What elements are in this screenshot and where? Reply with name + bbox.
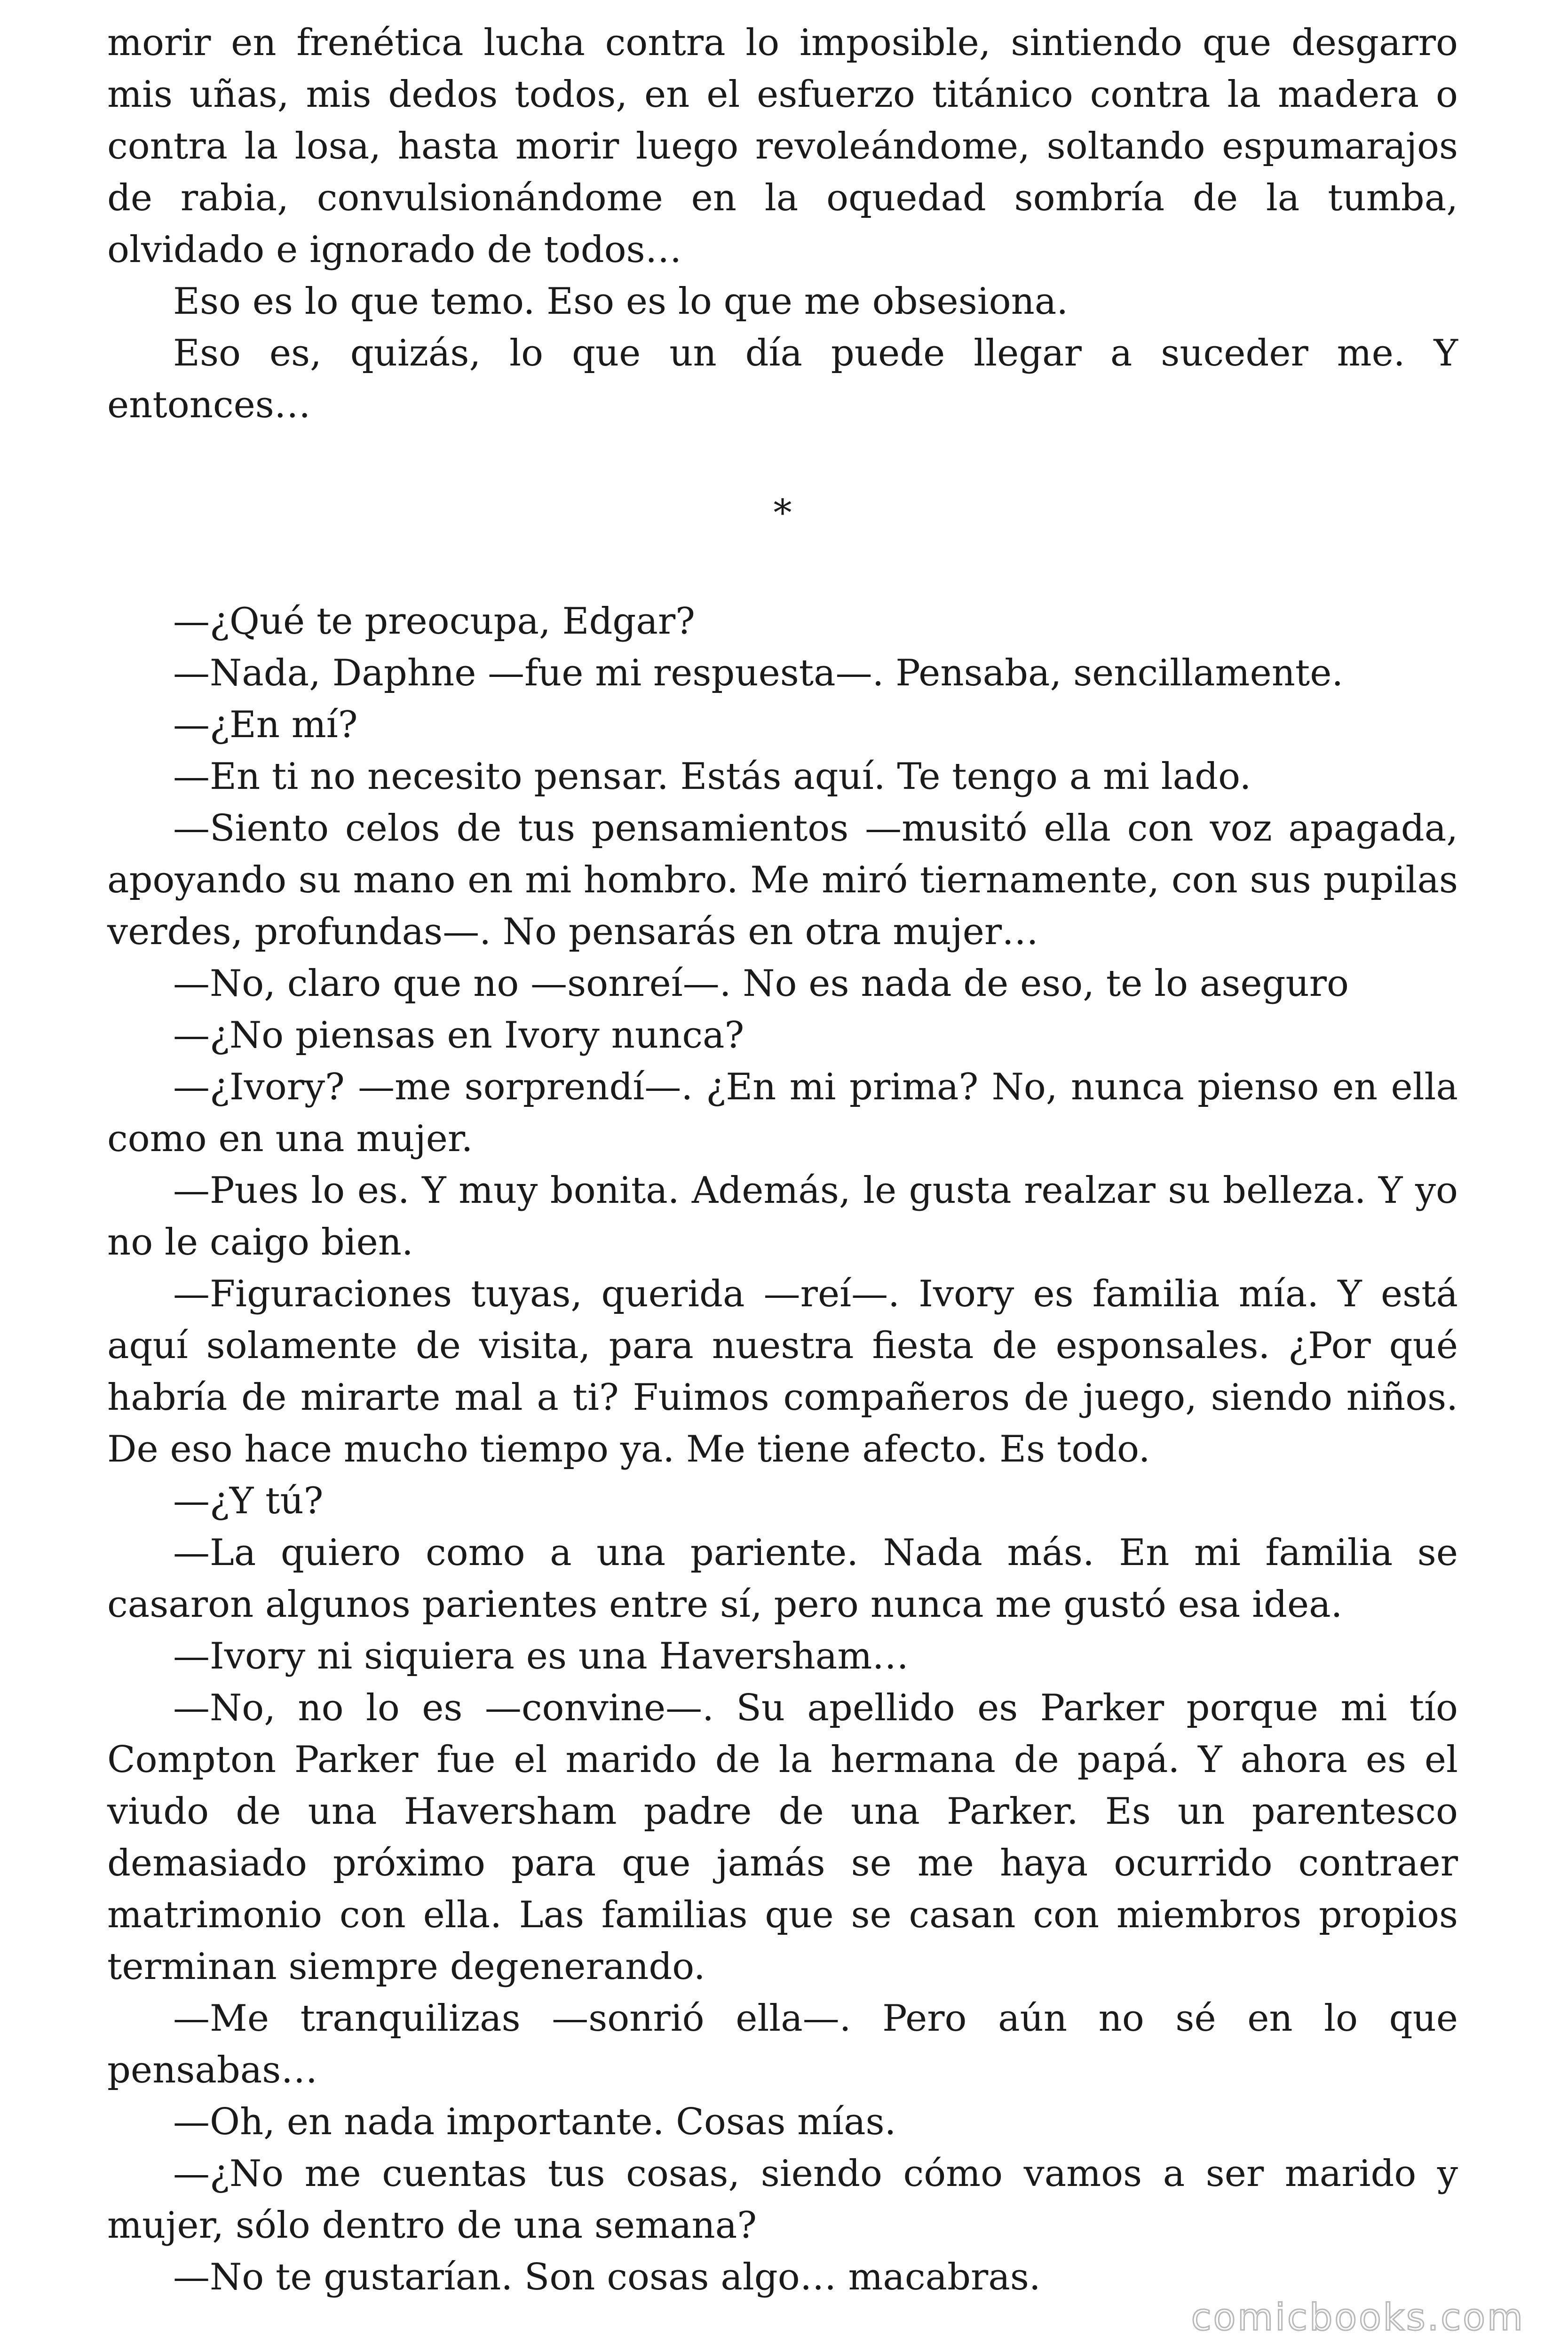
paragraph: Eso es, quizás, lo que un día puede llegar a suceder me. Y entonces…	[107, 332, 1458, 426]
dialogue-paragraph: —Figuraciones tuyas, querida —reí—. Ivory es familia mía. Y está aquí solamente de visita, para nuestra fiesta de esponsales. ¿Por qué habría de mirarte mal a ti? Fuimos compañeros de juego, siendo niños. De eso hace mucho tiempo ya. Me tiene afecto. Es todo.	[107, 1273, 1458, 1470]
page-body	[107, 17, 1458, 2303]
paragraph: Eso es lo que temo. Eso es lo que me obsesiona.	[173, 280, 1069, 323]
dialogue-paragraph: —La quiero como a una pariente. Nada más. En mi familia se casaron algunos parientes entre sí, pero nunca me gustó esa idea.	[107, 1532, 1458, 1626]
dialogue-paragraph: —¿Qué te preocupa, Edgar?	[173, 600, 695, 643]
dialogue-paragraph: —¿Ivory? —me sorprendí—. ¿En mi prima? No, nunca pienso en ella como en una mujer.	[107, 1066, 1458, 1160]
dialogue-paragraph: —En ti no necesito pensar. Estás aquí. Te tengo a mi lado.	[173, 755, 1251, 798]
dialogue-paragraph: —Oh, en nada importante. Cosas mías.	[173, 2101, 896, 2143]
dialogue-paragraph: —¿En mí?	[173, 704, 358, 746]
dialogue-paragraph: —Ivory ni siquiera es una Haversham…	[173, 1635, 909, 1677]
dialogue-paragraph: —Pues lo es. Y muy bonita. Además, le gusta realzar su belleza. Y yo no le caigo bien.	[107, 1169, 1458, 1263]
dialogue-paragraph: —¿No me cuentas tus cosas, siendo cómo vamos a ser marido y mujer, sólo dentro de una semana?	[107, 2153, 1458, 2247]
dialogue-paragraph: —¿No piensas en Ivory nunca?	[173, 1014, 744, 1057]
dialogue-paragraph: —Nada, Daphne —fue mi respuesta—. Pensaba, sencillamente.	[173, 652, 1344, 694]
dialogue-paragraph: —¿Y tú?	[173, 1480, 324, 1522]
dialogue-paragraph: —No te gustarían. Son cosas algo… macabras.	[173, 2256, 1041, 2298]
dialogue-paragraph: —Me tranquilizas —sonrió ella—. Pero aún no sé en lo que pensabas…	[107, 1997, 1458, 2091]
watermark: comicbooks.com	[1191, 2296, 1525, 2339]
dialogue-paragraph: —No, claro que no —sonreí—. No es nada de eso, te lo aseguro	[173, 962, 1349, 1005]
section-separator: *	[773, 492, 792, 534]
dialogue-paragraph: —Siento celos de tus pensamientos —musitó ella con voz apagada, apoyando su mano en mi hombro. Me miró tiernamente, con sus pupilas verdes, profundas—. No pensarás en otra mujer…	[107, 807, 1458, 953]
paragraph-continuation: morir en frenética lucha contra lo imposible, sintiendo que desgarro mis uñas, mis dedos todos, en el esfuerzo titánico contra la madera o contra la losa, hasta morir luego revoleándome, soltando espumarajos de rabia, convulsionándome en la oquedad sombría de la tumba, olvidado e ignorado de todos…	[107, 22, 1458, 271]
dialogue-paragraph: —No, no lo es —convine—. Su apellido es Parker porque mi tío Compton Parker fue el marido de la hermana de papá. Y ahora es el viudo de una Haversham padre de una Parker. Es un parentesco demasiado próximo para que jamás se me haya ocurrido contraer matrimonio con ella. Las familias que se casan con miembros propios terminan siempre degenerando.	[107, 1687, 1458, 1988]
